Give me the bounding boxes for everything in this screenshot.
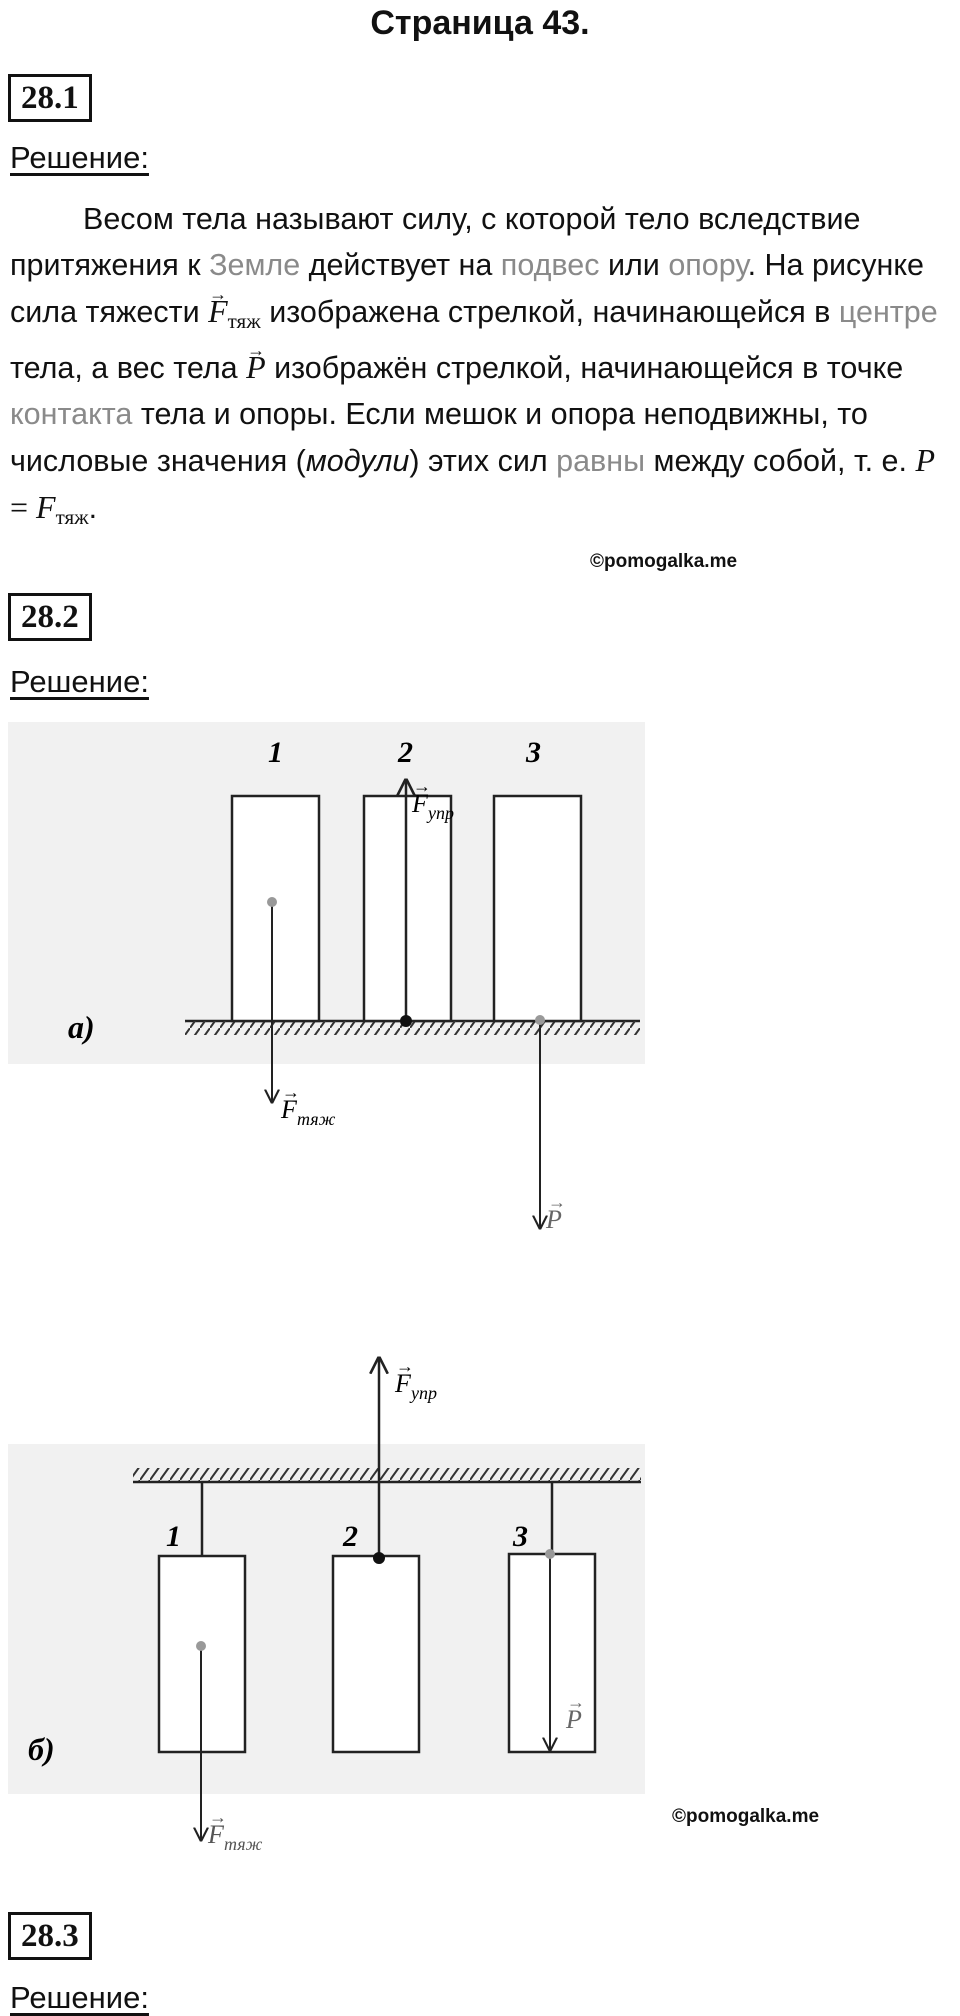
weight-label: P: [566, 1705, 582, 1734]
answer-center: центре: [838, 295, 938, 329]
gravity-vector-arrow: →: [282, 1082, 300, 1102]
panel-label-b: б): [28, 1731, 55, 1767]
center-point: [196, 1641, 206, 1651]
gravity-subscript: тяж: [297, 1109, 336, 1129]
answer-suspension: подвес: [500, 248, 600, 282]
answer-earth: Земле: [209, 248, 301, 282]
elastic-subscript: упр: [411, 1383, 437, 1403]
ground-hatching: [185, 1021, 640, 1035]
page-title: Страница 43.: [370, 4, 590, 42]
contact-point: [400, 1015, 412, 1027]
figure-a: [0, 720, 960, 1260]
solution-label: Решение:: [10, 140, 149, 175]
task-number-28-1: 28.1: [8, 74, 92, 122]
weight-label: P: [546, 1205, 562, 1234]
block-number-2: 2: [398, 736, 413, 769]
suspension-point: [545, 1549, 555, 1559]
gravity-vector-arrow: →: [209, 1807, 227, 1827]
center-point: [267, 897, 277, 907]
gravity-label: F: [208, 1820, 224, 1849]
solution-label: Решение:: [10, 664, 149, 699]
solution-paragraph: Весом тела называют силу, с которой тело вследствие притяжения к Земле действует на подвес или опору. На рисунке сила тяжести → $F_{тяж}$ изображена стрелкой, начинающейся в центре тела, а вес тела → P изображён стрелкой, начинающейся в точке контакта тела и опоры. Если мешок и опора неподвижны, то числовые значения (модули) этих сил равны между собой, т. е. $P = F_{тяж}$.: [10, 196, 958, 540]
block-number-1: 1: [268, 736, 283, 769]
elastic-vector-arrow: →: [413, 776, 431, 796]
figure-b: [0, 1340, 960, 1860]
task-number-28-3: 28.3: [8, 1912, 92, 1960]
block-3: [494, 796, 581, 1021]
block-2: [364, 796, 451, 1021]
task-number-28-2: 28.2: [8, 593, 92, 641]
contact-point: [373, 1552, 385, 1564]
gravity-subscript: тяж: [224, 1834, 263, 1854]
elastic-force-label: F: [395, 1369, 411, 1398]
answer-contact: контакта: [10, 397, 133, 431]
block-number-1: 1: [166, 1520, 181, 1553]
weight-contact-point: [535, 1015, 545, 1025]
ceiling-hatching: [133, 1468, 641, 1482]
block-3: [509, 1554, 595, 1752]
weight-symbol: → P: [246, 349, 266, 385]
block-number-3: 3: [513, 1520, 528, 1553]
block-1: [232, 796, 319, 1021]
answer-support: опору: [668, 248, 748, 282]
elastic-subscript: упр: [428, 803, 454, 823]
weight-vector-arrow: →: [567, 1692, 585, 1712]
equality-formula: $P = F_{тяж}$: [10, 442, 935, 529]
solution-label: Решение:: [10, 1980, 149, 2015]
weight-vector-arrow: →: [548, 1192, 566, 1212]
gravity-label: F: [281, 1095, 297, 1124]
elastic-vector-arrow: →: [396, 1356, 414, 1376]
watermark: ©pomogalka.me: [590, 551, 738, 572]
block-number-2: 2: [343, 1520, 358, 1553]
answer-equal: равны: [556, 444, 646, 478]
panel-label-a: а): [68, 1009, 95, 1045]
block-2: [333, 1556, 419, 1752]
block-number-3: 3: [526, 736, 541, 769]
elastic-force-label: F: [412, 789, 428, 818]
gravity-force-symbol: → $F_{тяж}$: [208, 293, 261, 329]
watermark: ©pomogalka.me: [672, 1806, 820, 1827]
